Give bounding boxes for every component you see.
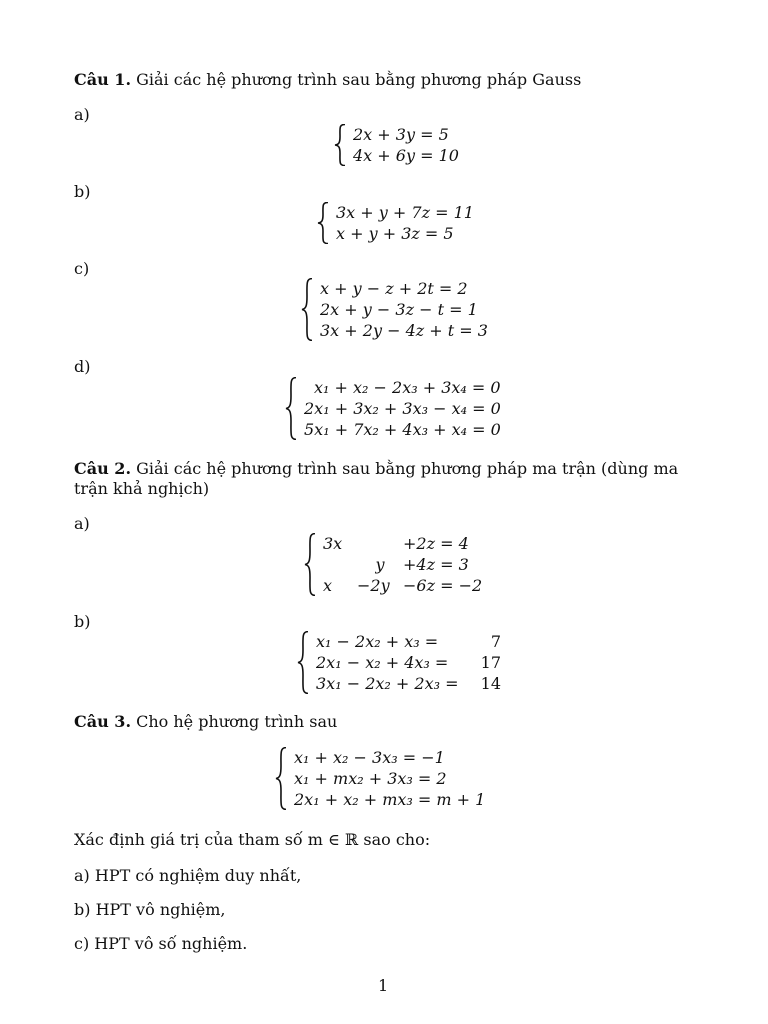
q3-item-c	[74, 934, 247, 954]
q1-part-a-label: a)	[74, 105, 90, 124]
equation: 4x + 6y = 10	[353, 146, 459, 165]
equation-grid	[316, 631, 501, 694]
left-brace	[333, 124, 347, 166]
item-label: c)	[74, 934, 90, 953]
equation: x + y + 3z = 5	[336, 224, 454, 243]
cell	[323, 554, 357, 575]
equation: 3x + y + 7z = 11	[336, 203, 474, 222]
question-2-text-line1: Giải các hệ phương trình sau bằng phương pháp ma trận (dùng ma	[136, 459, 679, 478]
q3-system	[274, 747, 485, 810]
left-brace	[300, 278, 314, 341]
q1-part-b-label: b)	[74, 182, 91, 201]
item-text: HPT vô nghiệm,	[95, 900, 226, 919]
cell: 3x	[323, 534, 343, 553]
question-3-title: Câu 3.	[74, 712, 132, 731]
question-1-heading	[74, 70, 581, 90]
cell: +4z = 3	[403, 555, 469, 574]
cell: x	[323, 576, 333, 595]
cell: 17	[480, 653, 501, 672]
equation: x₁ + mx₂ + 3x₃ = 2	[294, 769, 447, 788]
item-label: a)	[74, 866, 90, 885]
question-3-text: Cho hệ phương trình sau	[136, 712, 338, 731]
question-2-text-line2: trận khả nghịch)	[74, 479, 210, 498]
q1-part-d-label: d)	[74, 357, 91, 376]
cell: +2z = 4	[403, 534, 469, 553]
left-brace	[316, 202, 330, 244]
item-text: HPT vô số nghiệm.	[94, 934, 248, 953]
q1-part-d-system	[284, 377, 501, 440]
cell: −2y	[357, 576, 390, 595]
equation: 3x + 2y − 4z + t = 3	[320, 321, 488, 340]
q1-part-c-label: c)	[74, 259, 90, 278]
item-label: b)	[74, 900, 91, 919]
left-brace	[296, 631, 310, 694]
q1-part-c-system	[300, 278, 488, 341]
cell: x₁ − 2x₂ + x₃ =	[316, 632, 439, 651]
left-brace	[284, 377, 298, 440]
cell: 14	[480, 674, 501, 693]
equation: 5x₁ + 7x₂ + 4x₃ + x₄ = 0	[304, 420, 501, 439]
cell	[357, 533, 403, 554]
equation-grid	[323, 533, 482, 596]
question-3-heading	[74, 712, 337, 732]
question-1-title: Câu 1.	[74, 70, 132, 89]
q3-item-a	[74, 866, 301, 886]
q1-part-a-system	[333, 124, 459, 166]
cell: 3x₁ − 2x₂ + 2x₃ =	[316, 674, 459, 693]
equation: x + y − z + 2t = 2	[320, 279, 468, 298]
equation: 2x₁ + 3x₂ + 3x₃ − x₄ = 0	[304, 399, 501, 418]
equation: 2x₁ + x₂ + mx₃ = m + 1	[294, 790, 486, 809]
question-2-heading	[74, 459, 678, 479]
equation: x₁ + x₂ − 3x₃ = −1	[294, 748, 445, 767]
item-text: HPT có nghiệm duy nhất,	[94, 866, 302, 885]
cell: 2x₁ − x₂ + 4x₃ =	[316, 653, 449, 672]
question-1-text: Giải các hệ phương trình sau bằng phương pháp Gauss	[136, 70, 582, 89]
cell: y	[375, 555, 385, 574]
q1-part-b-system	[316, 202, 474, 244]
equation: 2x + y − 3z − t = 1	[320, 300, 478, 319]
cell: 7	[490, 632, 501, 651]
equation: 2x + 3y = 5	[353, 125, 449, 144]
q2-part-a-label: a)	[74, 514, 90, 533]
q2-part-b-label: b)	[74, 612, 91, 631]
page-number: 1	[378, 976, 389, 995]
left-brace	[303, 533, 317, 596]
question-2-title: Câu 2.	[74, 459, 132, 478]
q2-part-b-system	[296, 631, 501, 694]
q2-part-a-system	[303, 533, 482, 596]
cell: −6z = −2	[403, 576, 483, 595]
equation: x₁ + x₂ − 2x₃ + 3x₄ = 0	[314, 378, 501, 397]
left-brace	[274, 747, 288, 810]
question-3-prompt: Xác định giá trị của tham số m ∈ ℝ sao cho:	[74, 830, 431, 849]
q3-item-b	[74, 900, 226, 920]
